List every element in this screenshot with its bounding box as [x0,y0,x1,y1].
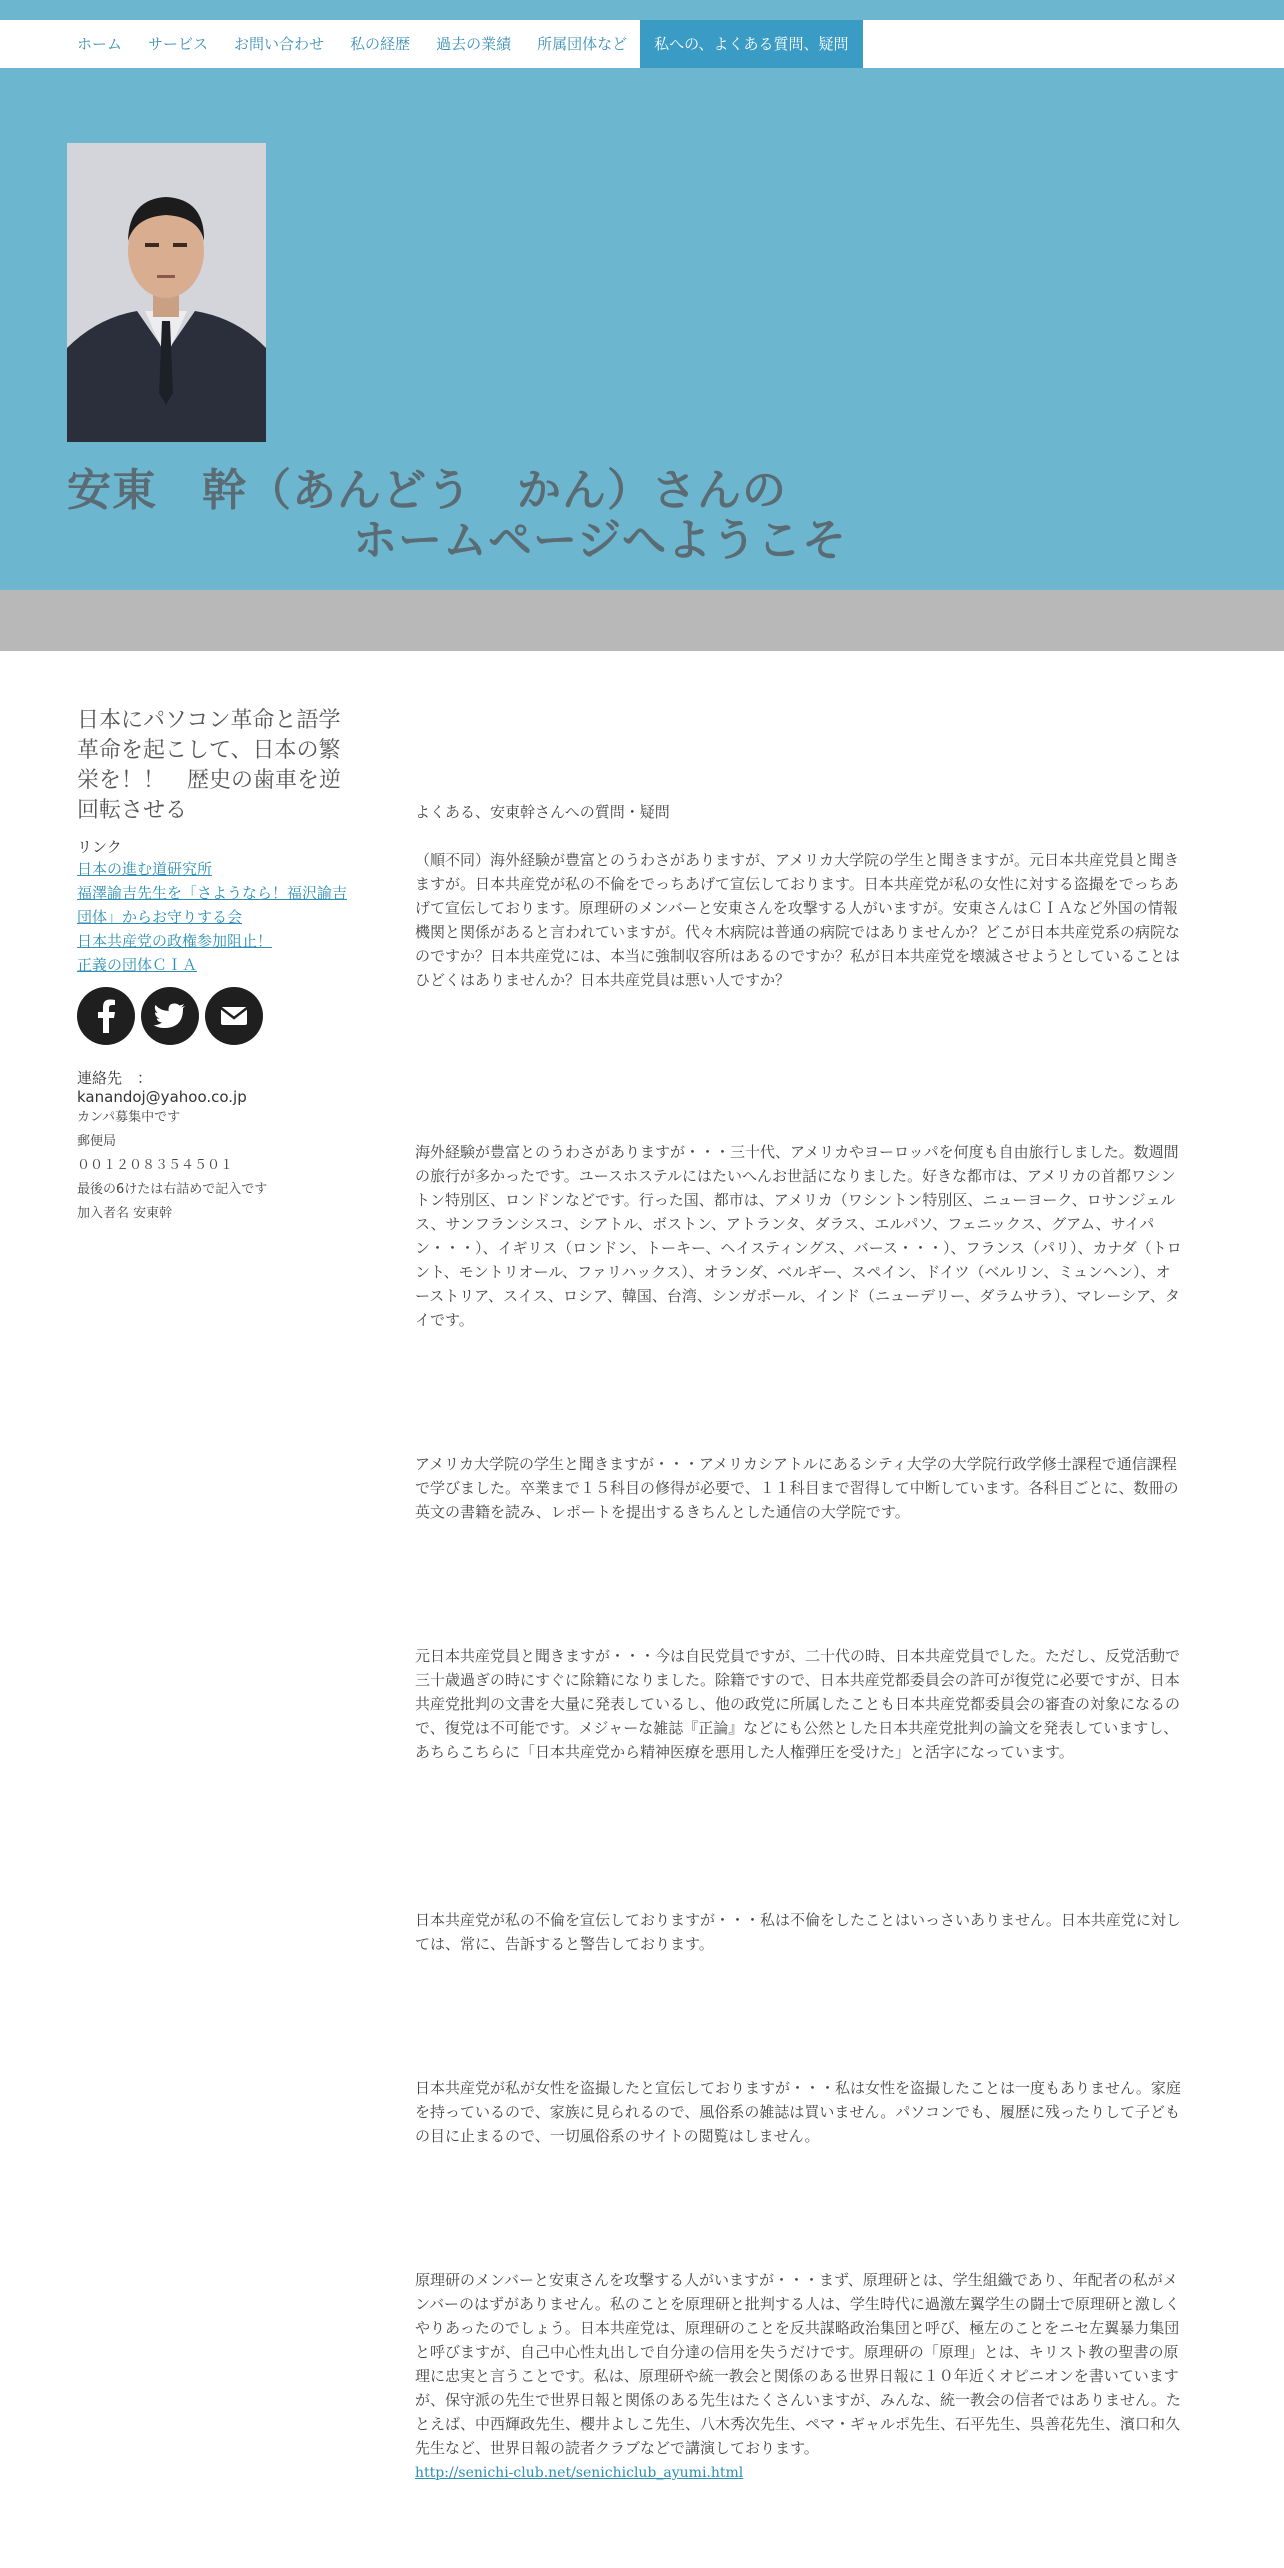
account-note: 最後の6けたは右詰めで記入です [77,1182,268,1197]
nav-item-services[interactable]: サービス [148,35,209,53]
sidebar-link-cia[interactable]: 正義の団体ＣＩＡ [77,956,198,974]
faq-answer-affair: 日本共産党が私の不倫を宣伝しておりますが・・・私は不倫をしたことはいっさいありません。日本共産党に対しては、常に、告訴すると警告しております。 [415,1911,1181,1953]
sidebar-link-jcp-block[interactable]: 日本共産党の政権参加阻止！ [77,932,273,950]
facebook-icon[interactable] [77,987,135,1045]
nav-item-achievements[interactable]: 過去の業績 [436,35,512,53]
faq-link-row [415,2460,1185,2485]
nav-item-home[interactable]: ホーム [77,35,123,53]
grey-band [0,590,1284,651]
twitter-icon[interactable] [141,987,199,1045]
profile-photo [67,143,266,442]
account-holder: 加入者名 安東幹 [77,1206,173,1221]
links-label: リンク [77,838,122,856]
contact-row [77,1067,352,1106]
faq-answer-former-jcp: 元日本共産党員と聞きますが・・・今は自民党員ですが、二十代の時、日本共産党員でした。ただし、反党活動で三十歳過ぎの時にすぐに除籍になりました。除籍ですので、日本共産党都委員会の許可が復党に必要ですが、日本共産党批判の文書を大量に発表しているし、他の政党に所属したことも日本共産党都委員会の審査の対象になるので、復党は不可能です。メジャーな雑誌『正論』などにも公然とした日本共産党批判の論文を発表していますし、あちらこちらに「日本共産党から精神医療を悪用した人権弾圧を受けた」と活字になっています。 [415,1647,1181,1761]
nav-item-career[interactable]: 私の経歴 [350,35,411,53]
contact-email: kanandoj@yahoo.co.jp [77,1088,247,1106]
account-number: ００１２０８３５４５０１ [77,1158,234,1173]
contact-label: 連絡先 ： [77,1069,153,1087]
email-icon[interactable] [205,987,263,1045]
faq-answer-graduate-school: アメリカ大学院の学生と聞きますが・・・アメリカシアトルにあるシティ大学の大学院行政学修士課程で通信課程で学びました。卒業まで１５科目の修得が必要で、１１科目まで習得して中断しています。各科目ごとに、数冊の英文の書籍を読み、レポートを提出するきちんとした通信の大学院です。 [415,1455,1179,1521]
page-header [0,68,1284,590]
faq-answer-voyeurism: 日本共産党が私が女性を盗撮したと宣伝しておりますが・・・私は女性を盗撮したことは一度もありません。家庭を持っているので、家族に見られるので、風俗系の雑誌は買いません。パソコンでも、履歴に残ったりして子どもの目に止まるので、一切風俗系のサイトの閲覧はしません。 [415,2079,1181,2145]
social-icons [77,987,352,1045]
nav-item-faq[interactable]: 私への、よくある質問、疑問 [640,20,862,68]
sidebar-link-fukuzawa[interactable]: 福澤諭吉先生を「さようなら！福沢諭吉団体」からお守りする会 [77,884,348,926]
page-title-line1: 安東 幹（あんどう かん）さんの [67,465,787,516]
sidebar-link-research-institute[interactable]: 日本の進む道研究所 [77,860,213,878]
donation-note: カンパ募集中です [77,1110,181,1125]
sidebar-heading: 日本にパソコン革命と語学革命を起こして、日本の繁栄を！！ 歴史の歯車を逆回転させる [77,708,342,823]
top-strip [0,0,1284,20]
page-title-line2: ホームページへようこそ [353,515,848,566]
post-office-label: 郵便局 [77,1134,117,1149]
main-nav [0,20,1284,68]
page-title [67,466,847,566]
faq-answer-overseas: 海外経験が豊富とのうわさがありますが・・・三十代、アメリカやヨーロッパを何度も自由旅行しました。数週間の旅行が多かったです。ユースホステルにはたいへんお世話になりました。好きな都市は、アメリカの首都ワシントン特別区、ロンドンなどです。行った国、都市は、アメリカ（ワシントン特別区、ニューヨーク、ロサンジェルス、サンフランシスコ、シアトル、ボストン、アトランタ、ダラス、エルパソ、フェニックス、グアム、サイパン・・・）、イギリス（ロンドン、トーキー、ヘイスティングス、バース・・・）、フランス（パリ）、カナダ（トロント、モントリオール、ファリハックス）、オランダ、ベルギー、スペイン、ドイツ（ベルリン、ミュンヘン）、オーストリア、スイス、ロシア、韓国、台湾、シンガポール、インド（ニューデリー、ダラムサラ）、マレーシア、タイです。 [415,1143,1182,1329]
sidebar [77,706,352,1226]
faq-answer-genriken: 原理研のメンバーと安東さんを攻撃する人がいますが・・・まず、原理研とは、学生組織であり、年配者の私がメンバーのはずがありません。私のことを原理研と批判する人は、学生時代に過激左翼学生の闘士で原理研と激しくやりあったのでしょう。日本共産党は、原理研のことを反共謀略政治集団と呼び、極左のことをニセ左翼暴力集団と呼びますが、自己中心性丸出しで自分達の信用を失うだけです。原理研の「原理」とは、キリスト教の聖書の原理に忠実と言うことです。私は、原理研や統一教会と関係のある世界日報に１０年近くオピニオンを書いていますが、保守派の先生で世界日報と関係のある先生はたくさんいますが、みんな、統一教会の信者ではありません。たとえば、中西輝政先生、櫻井よしこ先生、八木秀次先生、ペマ・ギャルポ先生、石平先生、呉善花先生、濱口和久先生など、世界日報の読者クラブなどで講演しております。 [415,2271,1181,2457]
nav-item-contact[interactable]: お問い合わせ [234,35,325,53]
faq-heading: よくある、安東幹さんへの質問・疑問 [415,803,670,821]
faq-intro: （順不同）海外経験が豊富とのうわさがありますが、アメリカ大学院の学生と聞きますが。元日本共産党員と聞きますが。日本共産党が私の不倫をでっちあげて宣伝しております。日本共産党が私の女性に対する盗撮をでっちあげて宣伝しております。原理研のメンバーと安東さんを攻撃する人がいますが。安東さんはＣＩＡなど外国の情報機関と関係があると言われていますが。代々木病院は普通の病院ではありませんか？どこが日本共産党系の病院なのですか？日本共産党には、本当に強制収容所はあるのですか？私が日本共産党を壊滅させようとしていることはひどくはありませんか？日本共産党員は悪い人ですか？ [415,851,1181,989]
nav-item-affiliations[interactable]: 所属団体など [537,35,628,53]
senichi-club-link[interactable]: http://senichi-club.net/senichiclub_ayumi.html [415,2465,744,2481]
